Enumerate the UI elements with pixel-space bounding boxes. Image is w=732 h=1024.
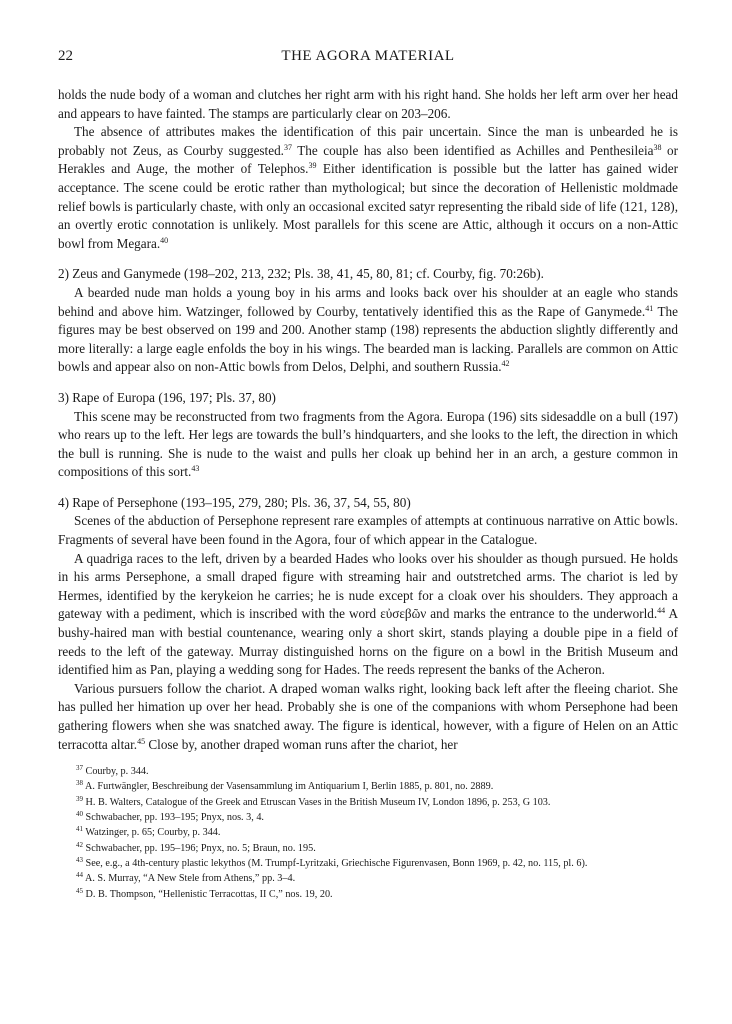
footnote: $^{39}$ H. B. Walters, Catalogue of the Greek and Etruscan Vases in the British Museum IV, London 1896, p. 253, G 103. — [76, 794, 551, 808]
section-heading: 4) Rape of Persephone (193–195, 279, 280; Pls. 36, 37, 54, 55, 80) — [58, 494, 411, 510]
footnote-ref: 37 — [283, 142, 292, 152]
footnote: $^{44}$ A. S. Murray, “A New Stele from Athens,” pp. 3–4. — [76, 871, 296, 885]
footnote: $^{42}$ Schwabacher, pp. 195–196; Pnyx, no. 5; Braun, no. 195. — [76, 840, 316, 854]
footnote-ref: 41 — [645, 303, 654, 313]
footnote: $^{40}$ Schwabacher, pp. 193–195; Pnyx, nos. 3, 4. — [76, 810, 264, 824]
footnote-ref: 42 — [501, 359, 510, 369]
running-title: THE AGORA MATERIAL — [281, 48, 455, 64]
footnote-ref: 44 — [657, 606, 666, 616]
section-heading: 3) Rape of Europa (196, 197; Pls. 37, 80) — [58, 389, 276, 405]
footnote-ref: 40 — [160, 235, 169, 245]
body-text — [58, 86, 678, 754]
footnote: $^{45}$ D. B. Thompson, “Hellenistic Terracottas, II C,” nos. 19, 20. — [76, 886, 333, 900]
paragraph: A quadriga races to the left, driven by a bearded Hades who looks over his shoulder as though pursued. He holds in his arms Persephone, a small draped figure with streaming hair and outstretched arms. The chariot is led by Hermes, identified by the kerykeion he carries; he is nude except for a cloak over his shoulders. They approach a gateway with a pediment, which is inscribed with the word εὐσεβῶν and marks the entrance to the underworld.$^{44}$ A bushy-haired man with bestial countenance, wearing only a short skirt, stands playing a double pipe in a field of reeds to the left of the gateway. Murray distinguished horns on the figure on a bowl in the British Museum and identified him as Pan, playing a wedding song for Hades. The reeds represent the banks of the Acheron. — [58, 550, 679, 678]
section-heading: 2) Zeus and Ganymede (198–202, 213, 232; Pls. 38, 41, 45, 80, 81; cf. Courby, fig. 70:26b). — [58, 266, 544, 282]
paragraph: Various pursuers follow the chariot. A draped woman walks right, looking back left after the fleeing chariot. She has pulled her himation up over her head. Probably she is one of the companions with whom Persephone had been gathering flowers when she was snatched away. The figure is identical, however, with a figure of Helen on an Attic terracotta altar.$^{45}$ Close by, another draped woman runs after the chariot, her — [58, 680, 678, 752]
footnotes — [58, 764, 678, 902]
paragraph: The absence of attributes makes the identification of this pair uncertain. Since the man is unbearded he is probably not Zeus, as Courby suggested.$^{37}$ The couple has also been identified as Achilles and Penthesileia$^{38}$ or Herakles and Auge, the mother of Telephos.$^{39}$ Either identification is possible but the latter has gained wider acceptance. The scene could be erotic rather than mythological; but since the decoration of Hellenistic moldmade relief bowls is particularly chaste, with only an occasional excited satyr representing the ribald side of life (121, 128), an overtly erotic connotation is unlikely. Most parallels for this scene are Attic, although it occurs on a non-Attic bowl from Megara.$^{40}$ — [58, 124, 678, 251]
page-header — [58, 48, 678, 72]
footnote-ref: 43 — [191, 464, 200, 474]
paragraph: This scene may be reconstructed from two fragments from the Agora. Europa (196) sits sidesaddle on a bull (197) who rears up to the left. Her legs are towards the bull’s hindquarters, and she looks to the left, the direction in which the bull is running. She is nude to the waist and pulls her cloak up behind her in an arch, a gesture common in compositions of this sort.$^{43}$ — [58, 408, 678, 480]
footnote: $^{37}$ Courby, p. 344. — [76, 764, 149, 778]
paragraph: holds the nude body of a woman and clutches her right arm with his right hand. She holds her left arm over her head and appears to have fainted. The stamps are particularly clear on 203–206. — [58, 87, 678, 121]
document-page — [58, 48, 678, 902]
footnote: $^{38}$ A. Furtwängler, Beschreibung der Vasensammlung im Antiquarium I, Berlin 1885, p. 801, no. 2889. — [76, 779, 494, 793]
paragraph: A bearded nude man holds a young boy in his arms and looks back over his shoulder at an eagle who stands behind and above him. Watzinger, followed by Courby, tentatively identified this as the Rape of Ganymede.$^{41}$ The figures may be best observed on 199 and 200. Another stamp (198) represents the abduction slightly differently and more literally: a large eagle enfolds the boy in his wings. The bearded man is lacking. Parallels are common on Attic bowls and appear also on non-Attic bowls from Delos, Delphi, and southern Russia.$^{42}$ — [58, 284, 678, 375]
footnote-ref: 39 — [308, 161, 317, 171]
footnote-ref: 38 — [653, 142, 662, 152]
paragraph: Scenes of the abduction of Persephone represent rare examples of attempts at continuous narrative on Attic bowls. Fragments of several have been found in the Agora, four of which appear in the Catalogue. — [58, 513, 678, 548]
footnote: $^{43}$ See, e.g., a 4th-century plastic lekythos (M. Trumpf-Lyritzaki, Griechische Figurenvasen, Bonn 1969, p. 42, no. 115, pl. 6). — [76, 855, 588, 869]
footnote-ref: 45 — [137, 736, 146, 746]
page-number: 22 — [58, 48, 73, 64]
footnote: $^{41}$ Watzinger, p. 65; Courby, p. 344. — [76, 825, 221, 839]
